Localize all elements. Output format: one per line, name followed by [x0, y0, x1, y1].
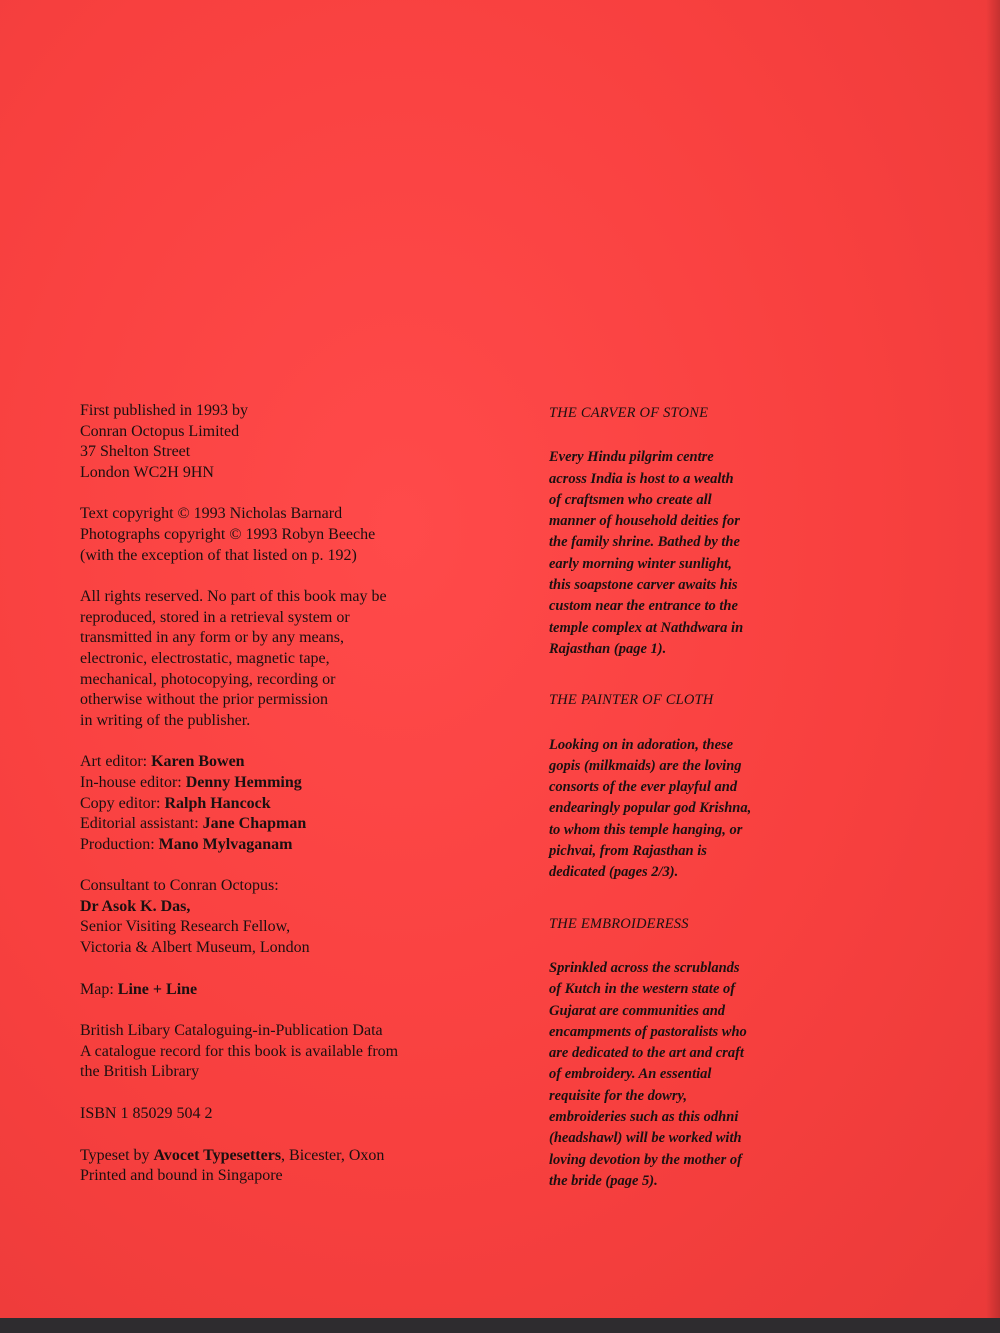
map-label: Map: — [80, 980, 114, 998]
text-line: in writing of the publisher. — [80, 711, 251, 729]
publisher-block — [80, 401, 480, 483]
text-line: across India is host to a wealth — [549, 470, 734, 487]
caption-section — [549, 690, 789, 883]
credit-line — [80, 794, 480, 815]
text-line: Printed and bound in Singapore — [80, 1167, 283, 1185]
credit-line — [80, 752, 480, 773]
text-line: gopis (milkmaids) are the loving — [549, 757, 742, 774]
caption-text — [549, 735, 789, 884]
text-line: British Libary Cataloguing-in-Publication Data — [80, 1022, 383, 1040]
credit-name: Ralph Hancock — [164, 794, 271, 812]
caption-section — [549, 914, 789, 1193]
text-line: endearingly popular god Krishna, — [549, 800, 752, 817]
isbn-text: ISBN 1 85029 504 2 — [80, 1105, 213, 1123]
typeset-suffix: , Bicester, Oxon — [281, 1146, 385, 1164]
caption-section — [549, 403, 789, 660]
text-line: A catalogue record for this book is available from — [80, 1042, 399, 1060]
text-line: manner of household deities for — [549, 513, 740, 530]
typeset-block — [80, 1146, 480, 1187]
book-cover-edge — [0, 1318, 1000, 1333]
text-line: (headshawl) will be worked with — [549, 1130, 742, 1147]
caption-text — [549, 958, 789, 1192]
text-line: London WC2H 9HN — [80, 463, 214, 481]
credit-line — [80, 835, 480, 856]
text-line: pichvai, from Rajasthan is — [549, 843, 707, 860]
text-line: consorts of the ever playful and — [549, 779, 738, 796]
credit-role: Copy editor: — [80, 794, 161, 812]
text-line: Gujarat are communities and — [549, 1002, 726, 1019]
text-line: the family shrine. Bathed by the — [549, 534, 740, 551]
text-line: of craftsmen who create all — [549, 491, 712, 508]
map-credit — [80, 980, 480, 1001]
text-line: this soapstone carver awaits his — [549, 577, 738, 594]
typeset-line — [80, 1146, 480, 1167]
text-line: loving devotion by the mother of — [549, 1151, 742, 1168]
consultant-name: Dr Asok K. Das, — [80, 897, 191, 915]
text-line: (with the exception of that listed on p. 192) — [80, 546, 357, 564]
rights-block — [80, 587, 480, 731]
text-line: to whom this temple hanging, or — [549, 821, 743, 838]
caption-heading: THE EMBROIDERESS — [549, 915, 689, 932]
caption-heading: THE CARVER OF STONE — [549, 405, 709, 421]
text-line: transmitted in any form or by any means, — [80, 629, 344, 647]
cip-block — [80, 1021, 480, 1083]
text-line: early morning winter sunlight, — [549, 555, 732, 572]
caption-heading: THE PAINTER OF CLOTH — [549, 692, 714, 709]
text-line: Victoria & Albert Museum, London — [80, 939, 310, 957]
text-line: First published in 1993 by — [80, 402, 249, 419]
credit-role: Editorial assistant: — [80, 815, 199, 833]
text-line: encampments of pastoralists who — [549, 1023, 747, 1040]
text-line: custom near the entrance to the — [549, 598, 738, 615]
credit-name: Karen Bowen — [151, 753, 245, 771]
text-line: Senior Visiting Research Fellow, — [80, 918, 291, 936]
text-line: Photographs copyright © 1993 Robyn Beeche — [80, 525, 376, 543]
text-line: mechanical, photocopying, recording or — [80, 670, 336, 688]
text-line: Text copyright © 1993 Nicholas Barnard — [80, 505, 343, 523]
credit-line — [80, 814, 480, 835]
text-line: dedicated (pages 2/3). — [549, 864, 679, 881]
captions-column — [549, 403, 789, 1222]
consultant-label: Consultant to Conran Octopus: — [80, 877, 279, 895]
credit-line — [80, 773, 480, 794]
imprint-column — [80, 401, 480, 1208]
text-line: the British Library — [80, 1063, 200, 1081]
text-line: otherwise without the prior permission — [80, 691, 328, 709]
text-line: Rajasthan (page 1). — [549, 640, 667, 657]
isbn — [80, 1104, 480, 1125]
credit-name: Mano Mylvaganam — [158, 835, 293, 853]
text-line: requisite for the dowry, — [549, 1087, 688, 1104]
credit-name: Denny Hemming — [185, 773, 302, 791]
text-line: Sprinkled across the scrublands — [549, 959, 740, 976]
credit-role: Art editor: — [80, 753, 148, 771]
text-line: of Kutch in the western state of — [549, 981, 736, 998]
text-line: are dedicated to the art and craft — [549, 1045, 744, 1062]
credit-role: In-house editor: — [80, 773, 182, 791]
text-line: reproduced, stored in a retrieval system or — [80, 608, 350, 626]
credit-name: Jane Chapman — [202, 815, 307, 833]
text-line: 37 Shelton Street — [80, 443, 191, 461]
consultant-block — [80, 876, 480, 958]
map-value: Line + Line — [117, 980, 198, 998]
typeset-name: Avocet Typesetters — [153, 1146, 282, 1164]
text-line: Every Hindu pilgrim centre — [549, 449, 714, 466]
copyright-block — [80, 504, 480, 566]
page-edge-shadow — [986, 0, 1000, 1318]
text-line: the bride (page 5). — [549, 1172, 658, 1189]
text-line: embroideries such as this odhni — [549, 1109, 739, 1126]
text-line: Looking on in adoration, these — [549, 736, 734, 753]
text-line: electronic, electrostatic, magnetic tape, — [80, 649, 330, 667]
text-line: temple complex at Nathdwara in — [549, 619, 744, 636]
text-line: Conran Octopus Limited — [80, 422, 240, 440]
caption-text — [549, 447, 789, 660]
credits-block — [80, 752, 480, 855]
text-line: of embroidery. An essential — [549, 1066, 712, 1083]
credit-role: Production: — [80, 835, 155, 853]
typeset-prefix: Typeset by — [80, 1146, 150, 1164]
text-line: All rights reserved. No part of this book may be — [80, 588, 387, 606]
